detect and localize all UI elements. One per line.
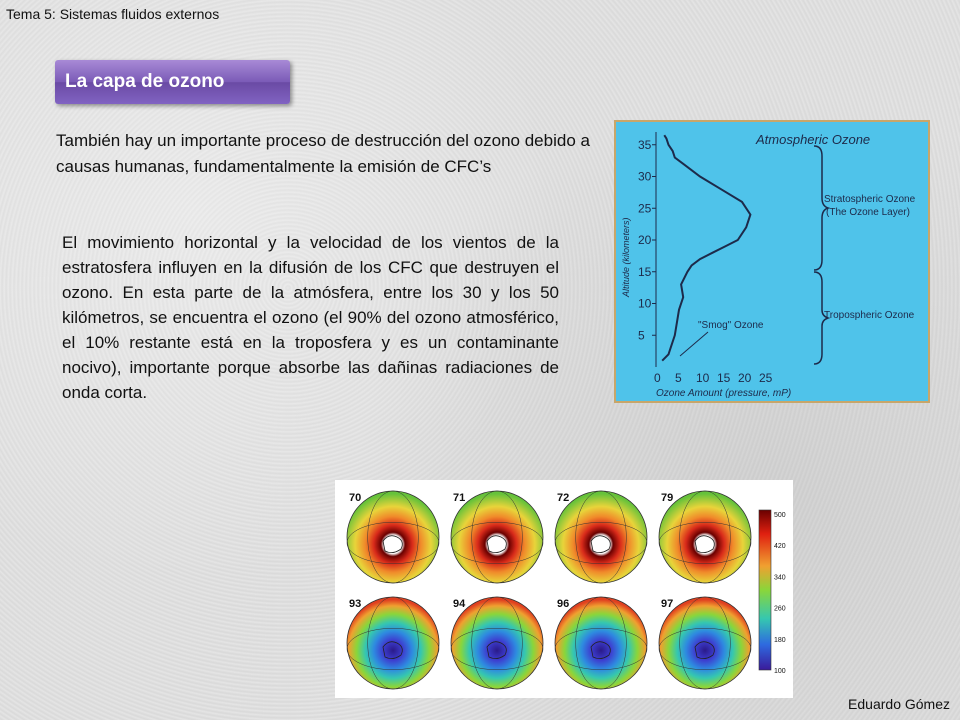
y-tick-label: 15: [638, 264, 652, 279]
map-year-label: 79: [661, 492, 674, 504]
body-paragraph: El movimiento horizontal y la velocidad de los vientos de la estratosfera influyen en la difusión de los CFC que destruyen el ozono. En esta parte de la atmósfera, entre los 30 y los 50 kilómetros, se encuentra el ozono (el 90% del ozono atmosférico, el 10% restante está en la troposfera y es un contaminante nocivo), importante porque absorbe las dañinas radiaciones de onda corta.: [62, 233, 559, 402]
x-axis-label: Ozone Amount (pressure, mP): [656, 388, 792, 399]
author-footer: Eduardo Gómez: [848, 696, 950, 712]
map-year-label: 71: [453, 492, 466, 504]
scale-label: 100: [774, 668, 786, 675]
scale-label: 260: [774, 605, 786, 613]
map-year-label: 70: [349, 492, 362, 504]
scale-label: 500: [774, 512, 786, 519]
y-tick-label: 35: [638, 137, 652, 152]
course-header: Tema 5: Sistemas fluidos externos: [6, 6, 220, 22]
color-scale-bar: [759, 510, 771, 670]
slide-title: La capa de ozono: [55, 60, 290, 104]
ozone-map-disc: [451, 597, 543, 689]
map-year-label: 96: [557, 598, 570, 610]
x-tick-label: 20: [738, 371, 752, 385]
scale-label: 420: [774, 543, 786, 551]
ozone-map-94: [451, 597, 543, 689]
ozone-layer-label: (The Ozone Layer): [826, 207, 910, 218]
ozone-map-disc: [347, 597, 439, 689]
map-year-label: 72: [557, 492, 570, 504]
y-tick-label: 5: [638, 328, 645, 343]
ozone-map-disc: [659, 597, 751, 689]
ozone-map-71: [451, 491, 543, 583]
y-tick-label: 30: [638, 169, 652, 184]
ozone-map-79: [659, 491, 751, 583]
ozone-profile-figure: [614, 120, 930, 403]
map-year-label: 97: [661, 598, 674, 610]
x-tick-label: 10: [696, 371, 710, 385]
ozone-map-96: [555, 597, 647, 689]
x-tick-label: 0: [654, 371, 661, 385]
stratospheric-label: Stratospheric Ozone: [824, 194, 916, 205]
map-year-label: 94: [453, 598, 466, 610]
y-tick-label: 10: [638, 296, 652, 311]
smog-label: "Smog" Ozone: [698, 320, 764, 331]
ozone-map-disc: [555, 491, 647, 583]
y-axis-label: Altitude (kilometers): [621, 217, 631, 297]
ozone-map-disc: [347, 491, 439, 583]
ozone-map-70: [347, 491, 439, 583]
ozone-map-72: [555, 491, 647, 583]
ozone-map-disc: [451, 491, 543, 583]
x-tick-label: 25: [759, 371, 773, 385]
y-tick-label: 25: [638, 201, 652, 216]
color-scale-labels: [774, 512, 786, 675]
ozone-profile-svg: [616, 122, 928, 401]
ozone-map-disc: [555, 597, 647, 689]
scale-label: 340: [774, 574, 786, 582]
map-grid: [347, 491, 751, 689]
ozone-hole-maps: [335, 480, 793, 698]
y-tick-label: 20: [638, 233, 652, 247]
intro-text: También hay un importante proceso de destrucción del ozono debido a causas humanas, fundamentalmente la emisión de CFC’s: [56, 131, 590, 176]
ozone-map-disc: [659, 491, 751, 583]
ozone-map-93: [347, 597, 439, 689]
x-tick-label: 5: [675, 371, 682, 385]
tropospheric-label: Tropospheric Ozone: [824, 310, 915, 321]
ozone-maps-svg: [335, 480, 793, 698]
figure-title: Atmospheric Ozone: [756, 132, 871, 147]
map-year-label: 93: [349, 598, 362, 610]
x-tick-label: 15: [717, 371, 731, 385]
ozone-map-97: [659, 597, 751, 689]
scale-label: 180: [774, 636, 786, 644]
